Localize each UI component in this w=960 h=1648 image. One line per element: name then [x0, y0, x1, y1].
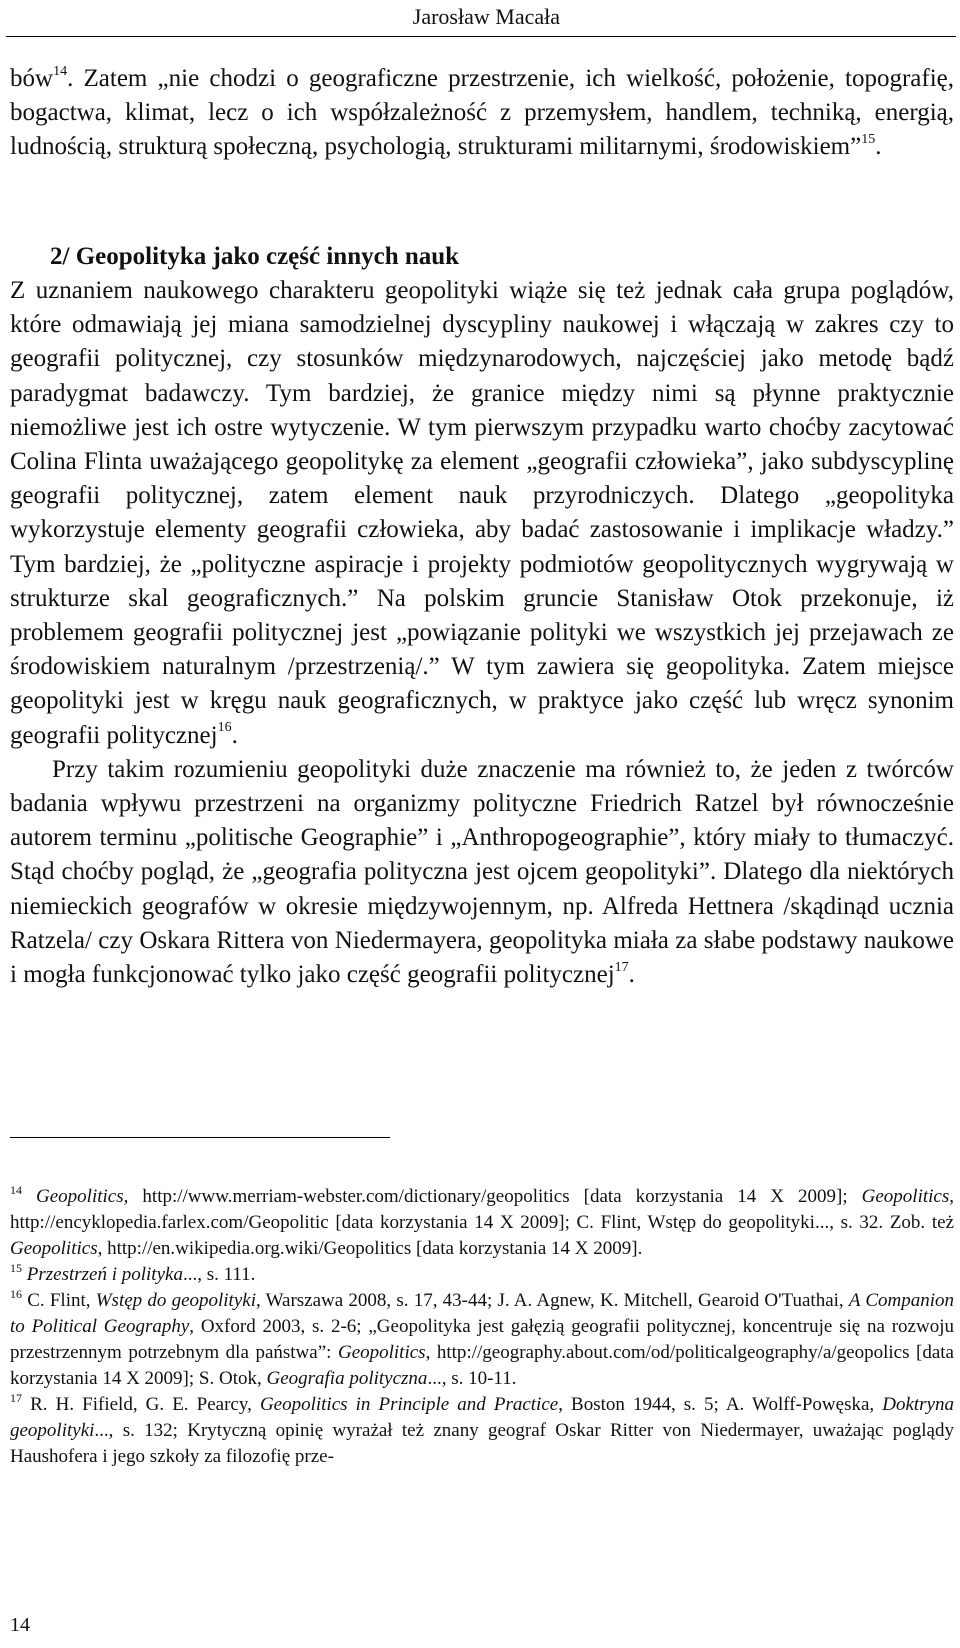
page-number: 14: [10, 1614, 30, 1636]
header-rule: [6, 36, 956, 37]
paragraph-1: [10, 62, 954, 165]
section-heading: 2/ Geopolityka jako część innych nauk: [50, 243, 460, 270]
footnote-16: [10, 1288, 954, 1392]
italic-title: Geopolitics in Principle and Practice: [259, 1394, 559, 1415]
text-run: Z uznaniem naukowego charakteru geopolityki wiąże się też jednak cała grupa poglądów, które odmawiają jej miana samodzielnej dyscypliny naukowej i włączają w zakres czy to geografii politycznej, czy stosunków międzynarodowych, najczęściej jako metodę bądź paradygmat badawczy. Tym bardziej, że granice między nimi są płynne praktycznie niemożliwe jest ich ostre wytyczenie. W tym pierwszym przypadku warto choćby zacytować Colina Flinta uważającego geopolitykę za element „geografii człowieka”, jako subdyscyplinę geografii politycznej, zatem element nauk przyrodniczych. Dlatego „geopolityka wykorzystuje elementy geografii człowieka, aby badać zastosowanie i implikacje władzy.” Tym bardziej, że „polityczne aspiracje i projekty podmiotów geopolitycznych wygrywają w strukturze skal geograficznych.” Na polskim gruncie Stanisław Otok przekonuje, iż problemem geografii politycznej jest „powiązanie polityki we wszystkich jej przejawach ze środowiskiem naturalnym /przestrzenią/.” W tym zawiera się geopolityka. Zatem miejsce geopolityki jest w kręgu nauk geograficznych, w praktyce jako część lub wręcz synonim geografii politycznej: [10, 277, 954, 749]
text-run: , Oxford 2003, s. 2-6; „Geopolityka jest gałęzią geografii politycznej, koncentruje się na rozwoju przestrzennym potrzebnym dla państwa”:: [10, 1316, 954, 1363]
text-run: , Boston 1944, s. 5; A. Wolff-Powęska,: [558, 1394, 883, 1415]
footnote-number: 14: [10, 1182, 22, 1197]
italic-title: Doktryna geopolityki: [10, 1394, 955, 1441]
section-body: [10, 240, 954, 992]
text-run: R. H. Fifield, G. E. Pearcy,: [30, 1394, 260, 1415]
footnote-ref-16[interactable]: 16: [217, 720, 232, 736]
text-run: , http://geography.about.com/od/politicalgeography/a/geopolics [data korzystania 14 X 2009]; S. Otok,: [10, 1342, 954, 1389]
paragraph-2: [10, 274, 954, 753]
italic-title: A Companion to Political Geography: [10, 1290, 955, 1337]
footnote-ref-14[interactable]: 14: [53, 63, 68, 79]
text-run: .: [628, 961, 635, 989]
page-header: [0, 0, 960, 36]
text-run: Przy takim rozumieniu geopolityki duże znaczenie ma również to, że jeden z twórców badania wpływu przestrzeni na organizmy polityczne Friedrich Ratzel był równocześnie autorem terminu „politische Geographie” i „Anthropogeographie”, który miały to tłumaczyć. Stąd choćby pogląd, że „geografia polityczna jest ojcem geopolityki”. Dlatego dla niektórych niemieckich geografów w okresie międzywojennym, np. Alfreda Hettnera /skądinąd ucznia Ratzela/ czy Oskara Rittera von Niedermayera, geopolityka miała za słabe podstawy naukowe i mogła funkcjonować tylko jako część geografii politycznej: [10, 755, 954, 989]
italic-title: Geopolitics: [337, 1342, 426, 1363]
footnote-separator: [10, 1137, 390, 1138]
text-run: ..., s. 10-11.: [427, 1368, 517, 1389]
footnote-15: [10, 1262, 954, 1288]
italic-title: Geopolitics: [36, 1186, 124, 1207]
text-run: , http://www.merriam-webster.com/dictionary/geopolitics [data korzystania 14 X 2009];: [123, 1186, 862, 1207]
text-run: bów: [10, 65, 54, 92]
italic-title: Geopolitics: [10, 1238, 98, 1259]
footnote-ref-17[interactable]: 17: [614, 959, 629, 975]
text-run: , http://encyklopedia.farlex.com/Geopolitic [data korzystania 14 X 2009]; C. Flint, Wstęp do geopolityki..., s. 32. Zob. też: [10, 1186, 954, 1233]
footnotes: [10, 1184, 954, 1470]
text-run: .: [875, 133, 882, 161]
italic-title: Wstęp do geopolityki: [95, 1290, 256, 1311]
body-text: [10, 62, 954, 165]
text-run: ..., s. 111.: [182, 1264, 256, 1285]
italic-title: Przestrzeń i polityka: [26, 1264, 183, 1285]
footnote-14: [10, 1184, 954, 1262]
footnote-ref-15[interactable]: 15: [861, 132, 876, 148]
text-run: , http://en.wikipedia.org.wiki/Geopolitics [data korzystania 14 X 2009].: [97, 1238, 643, 1259]
footnote-17: [10, 1392, 954, 1470]
text-run: .: [231, 721, 238, 749]
running-head: Jarosław Macała: [412, 4, 560, 29]
text-run: C. Flint,: [27, 1290, 96, 1311]
italic-title: Geografia polityczna: [266, 1368, 428, 1389]
text-run: . Zatem „nie chodzi o geograficzne przestrzenie, ich wielkość, położenie, topografię, bogactwa, klimat, lecz o ich współzależność z przemysłem, handlem, techniką, energią, ludnością, strukturą społeczną, psychologią, strukturami militarnymi, środowiskiem”: [10, 65, 954, 161]
footnote-number: 17: [10, 1390, 22, 1405]
italic-title: Geopolitics: [861, 1186, 950, 1207]
footnote-number: 15: [10, 1260, 22, 1275]
footnote-number: 16: [10, 1286, 22, 1301]
paragraph-3: [10, 753, 954, 992]
text-run: , Warszawa 2008, s. 17, 43-44; J. A. Agnew, K. Mitchell, Gearoid O'Tuathai,: [255, 1290, 849, 1311]
text-run: ..., s. 132; Krytyczną opinię wyrażał też znany geograf Oskar Ritter von Niedermayer, uważając poglądy Haushofera i jego szkoły za filozofię prze-: [10, 1420, 954, 1467]
